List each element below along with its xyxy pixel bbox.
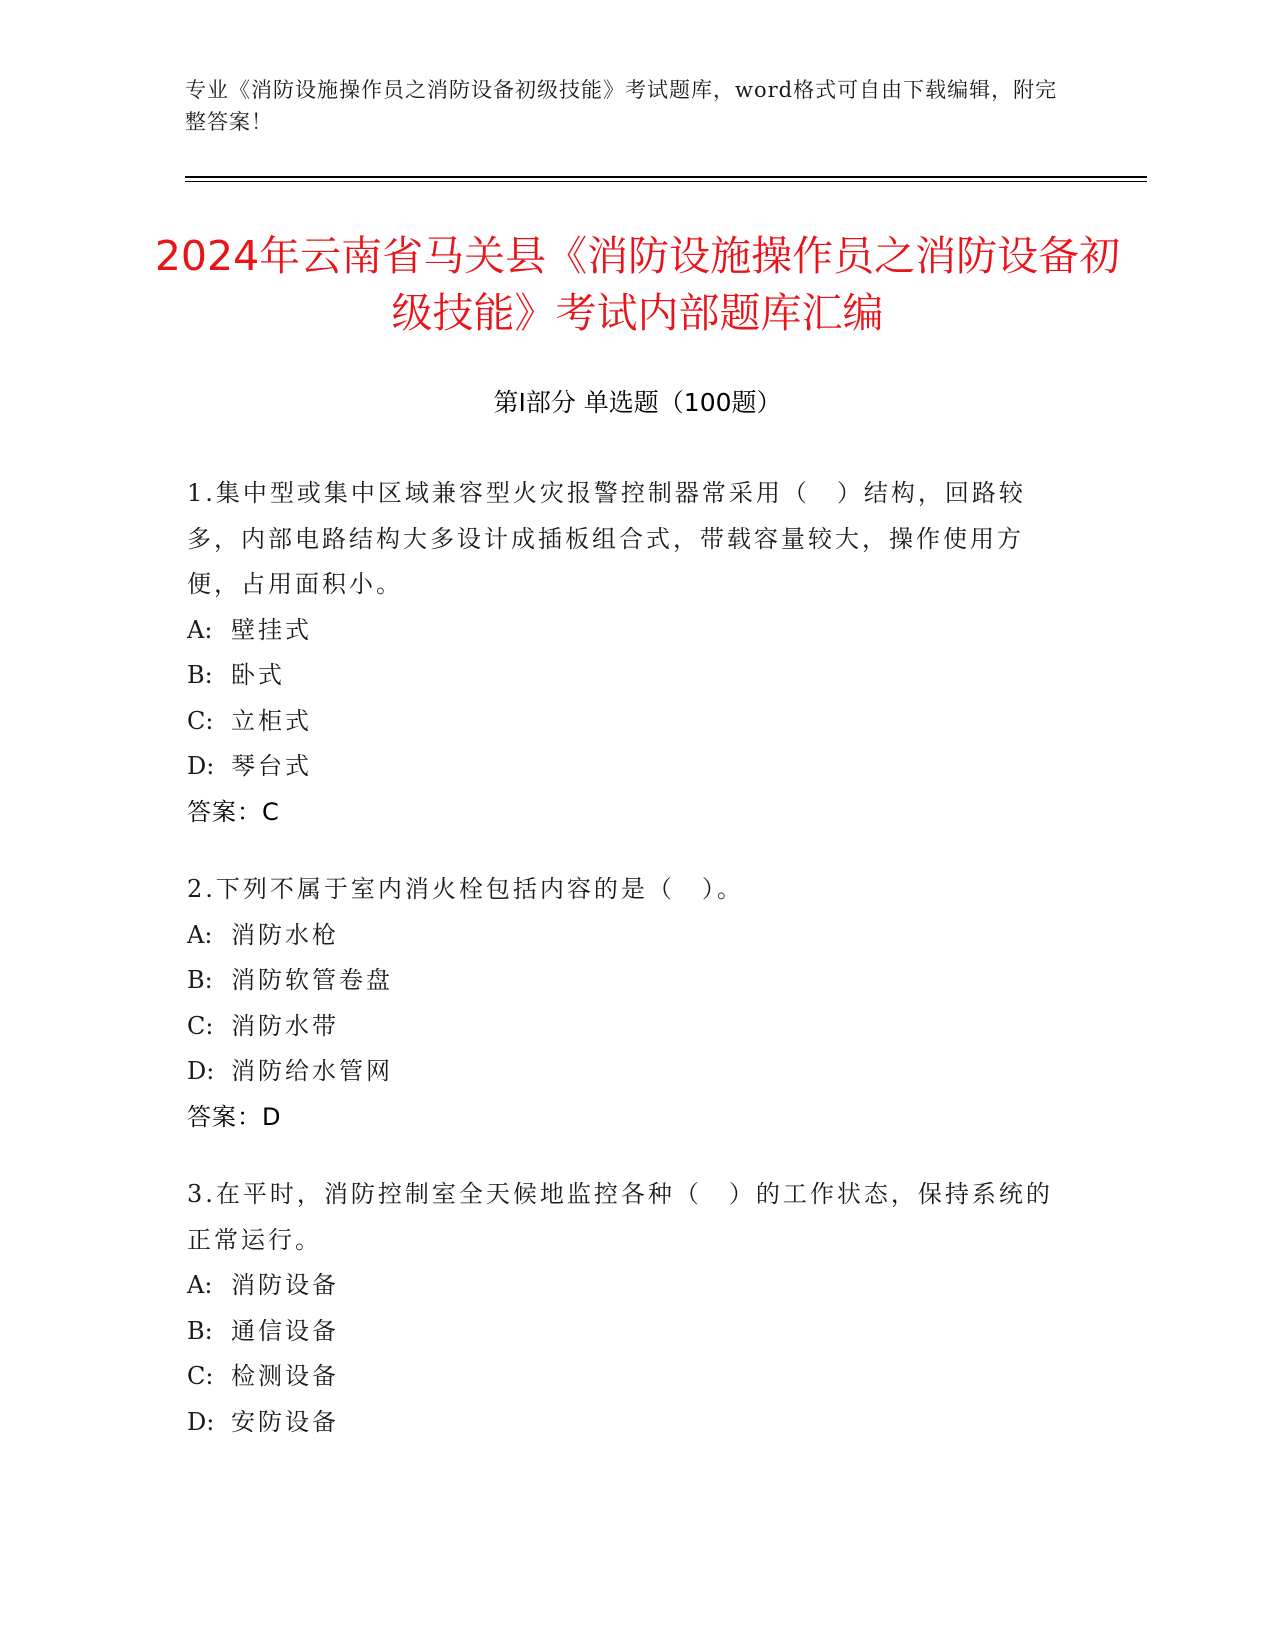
option-text: 消防软管卷盘 (231, 966, 393, 994)
question-3 (187, 1172, 1067, 1445)
header-rule-thick (185, 176, 1147, 178)
header-rule-thin (185, 181, 1147, 182)
option-text: 消防水带 (231, 1011, 339, 1040)
option-d (187, 744, 1067, 790)
question-stem: 2.下列不属于室内消火栓包括内容的是（ ）。 (187, 875, 744, 903)
option-text: 通信设备 (231, 1316, 339, 1345)
option-key: B: (187, 661, 213, 689)
option-b (187, 653, 1067, 699)
option-key: D: (187, 1407, 215, 1436)
option-b (187, 1309, 1067, 1355)
option-a (187, 608, 1067, 654)
option-text: 壁挂式 (231, 615, 312, 644)
question-stem: 3.在平时，消防控制室全天候地监控各种（ ）的工作状态，保持系统的正常运行。 (187, 1180, 1053, 1254)
option-key: D: (187, 752, 215, 780)
option-key: A: (187, 920, 213, 949)
option-c (187, 699, 1067, 745)
section-title: 第I部分 单选题（100题） (493, 388, 782, 417)
option-key: D: (187, 1057, 215, 1085)
option-key: A: (187, 1271, 213, 1299)
option-key: C: (187, 706, 214, 735)
option-text: 消防设备 (231, 1271, 339, 1299)
option-a (187, 1263, 1067, 1309)
answer: 答案：D (187, 1102, 282, 1131)
option-text: 立柜式 (231, 706, 312, 735)
question-list (187, 471, 1067, 1477)
question-2 (187, 867, 1067, 1140)
option-d (187, 1400, 1067, 1446)
option-text: 检测设备 (231, 1362, 339, 1390)
option-c (187, 1004, 1067, 1050)
option-d (187, 1049, 1067, 1095)
option-text: 卧式 (231, 661, 285, 689)
option-key: C: (187, 1362, 214, 1390)
question-stem: 1.集中型或集中区域兼容型火灾报警控制器常采用（ ）结构，回路较多，内部电路结构大多设计成插板组合式，带载容量较大，操作使用方便，占用面积小。 (187, 479, 1026, 598)
option-key: C: (187, 1011, 214, 1040)
option-text: 消防水枪 (231, 920, 339, 949)
question-1 (187, 471, 1067, 835)
option-c (187, 1354, 1067, 1400)
answer: 答案：C (187, 797, 280, 826)
option-text: 琴台式 (231, 752, 312, 780)
option-a (187, 913, 1067, 959)
option-text: 安防设备 (231, 1407, 339, 1436)
option-key: A: (187, 615, 213, 644)
header-note: 专业《消防设施操作员之消防设备初级技能》考试题库，word格式可自由下载编辑，附完整答案！ (185, 78, 1058, 134)
option-key: B: (187, 966, 213, 994)
option-b (187, 958, 1067, 1004)
option-text: 消防给水管网 (231, 1057, 393, 1085)
option-key: B: (187, 1316, 213, 1345)
document-title: 2024年云南省马关县《消防设施操作员之消防设备初级技能》考试内部题库汇编 (154, 232, 1121, 337)
